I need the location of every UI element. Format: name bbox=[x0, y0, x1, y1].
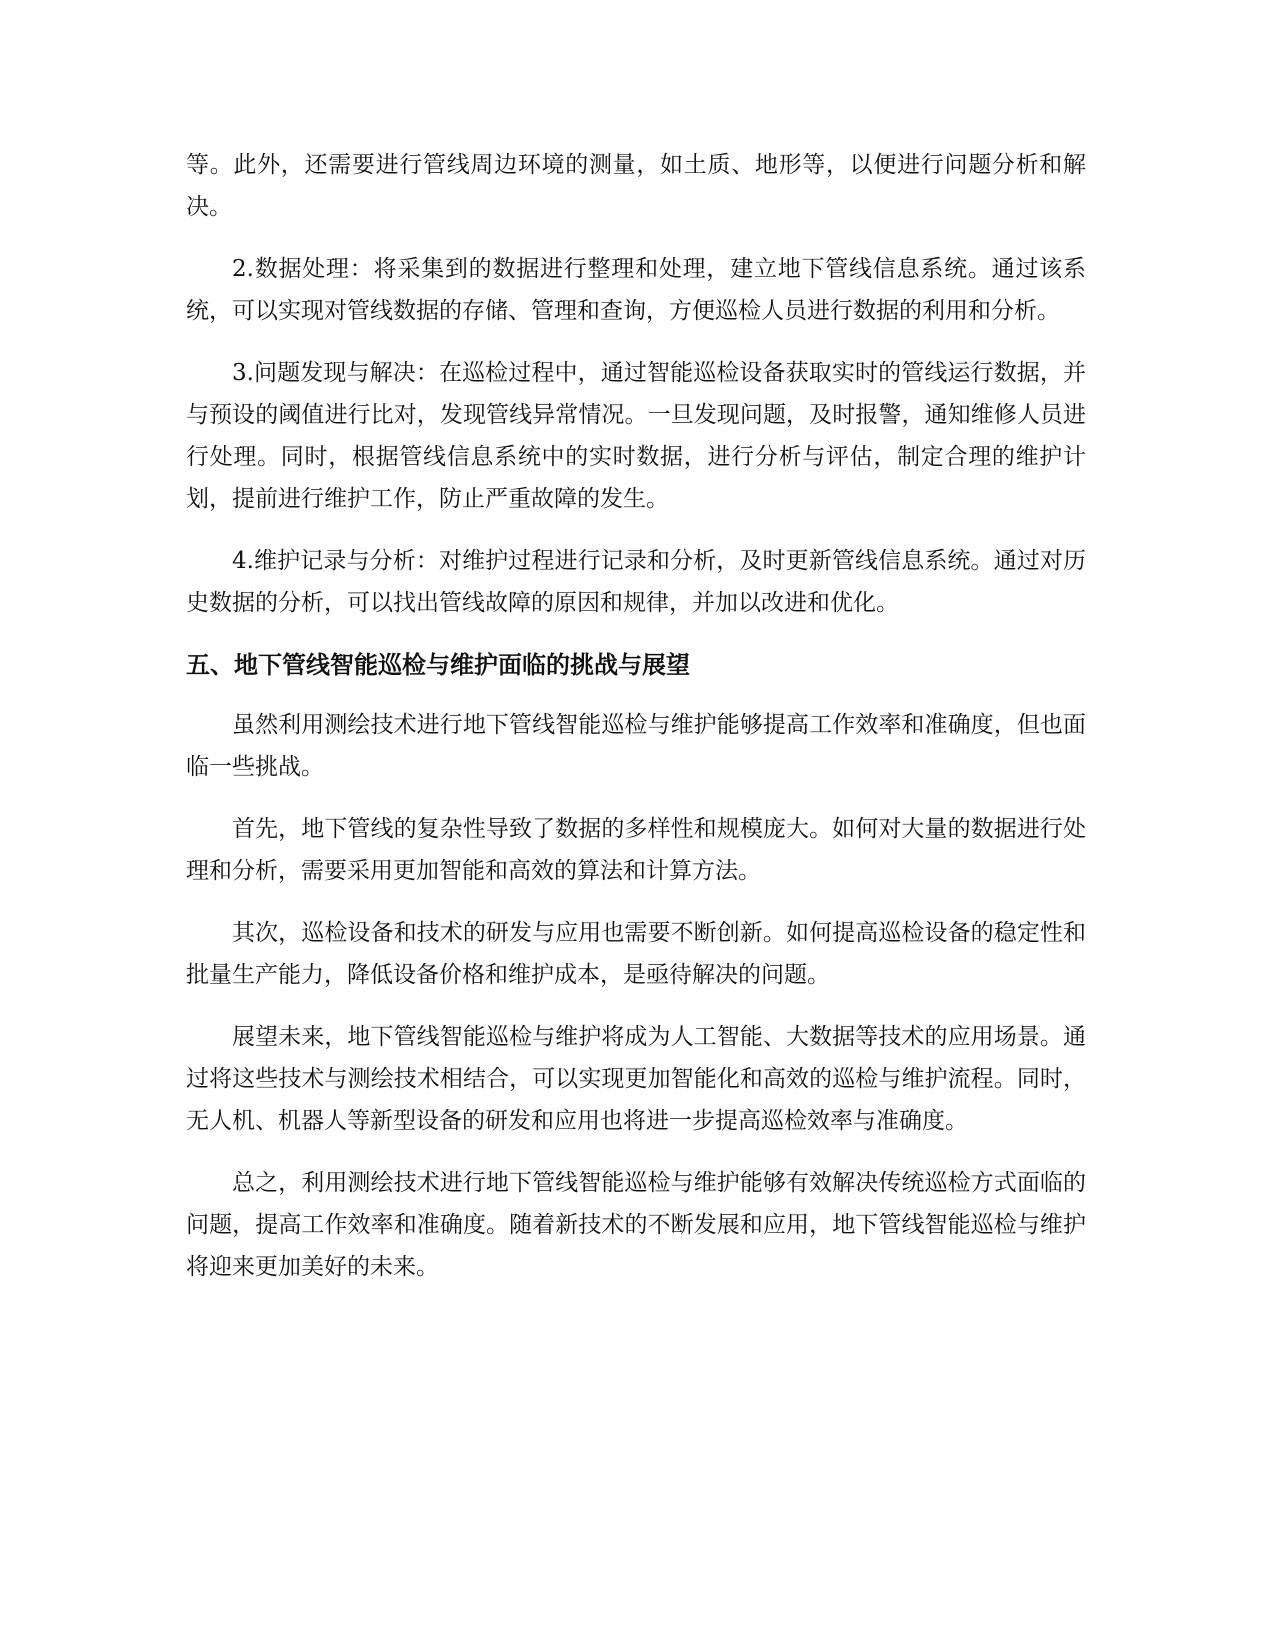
paragraph-maintenance-records: 4.维护记录与分析：对维护过程进行记录和分析，及时更新管线信息系统。通过对历史数据的分析，可以找出管线故障的原因和规律，并加以改进和优化。 bbox=[186, 548, 1086, 616]
paragraph-continued: 等。此外，还需要进行管线周边环境的测量，如土质、地形等，以便进行问题分析和解决。 bbox=[186, 152, 1086, 220]
paragraph-outlook: 展望未来，地下管线智能巡检与维护将成为人工智能、大数据等技术的应用场景。通过将这些技术与测绘技术相结合，可以实现更加智能化和高效的巡检与维护流程。同时，无人机、机器人等新型设备的研发和应用也将进一步提高巡检效率与准确度。 bbox=[186, 1024, 1086, 1134]
paragraph-second-challenge: 其次，巡检设备和技术的研发与应用也需要不断创新。如何提高巡检设备的稳定性和批量生产能力，降低设备价格和维护成本，是亟待解决的问题。 bbox=[186, 920, 1086, 988]
paragraph-conclusion: 总之，利用测绘技术进行地下管线智能巡检与维护能够有效解决传统巡检方式面临的问题，提高工作效率和准确度。随着新技术的不断发展和应用，地下管线智能巡检与维护将迎来更加美好的未来。 bbox=[186, 1170, 1086, 1280]
paragraph-challenges-intro: 虽然利用测绘技术进行地下管线智能巡检与维护能够提高工作效率和准确度，但也面临一些挑战。 bbox=[186, 712, 1086, 780]
paragraph-problem-discovery: 3.问题发现与解决：在巡检过程中，通过智能巡检设备获取实时的管线运行数据，并与预设的阈值进行比对，发现管线异常情况。一旦发现问题，及时报警，通知维修人员进行处理。同时，根据管线信息系统中的实时数据，进行分析与评估，制定合理的维护计划，提前进行维护工作，防止严重故障的发生。 bbox=[186, 360, 1086, 512]
section-heading: 五、地下管线智能巡检与维护面临的挑战与展望 bbox=[186, 651, 690, 679]
paragraph-data-processing: 2.数据处理：将采集到的数据进行整理和处理，建立地下管线信息系统。通过该系统，可以实现对管线数据的存储、管理和查询，方便巡检人员进行数据的利用和分析。 bbox=[186, 256, 1086, 324]
document-page bbox=[186, 144, 1086, 1308]
paragraph-first-challenge: 首先，地下管线的复杂性导致了数据的多样性和规模庞大。如何对大量的数据进行处理和分析，需要采用更加智能和高效的算法和计算方法。 bbox=[186, 816, 1086, 884]
